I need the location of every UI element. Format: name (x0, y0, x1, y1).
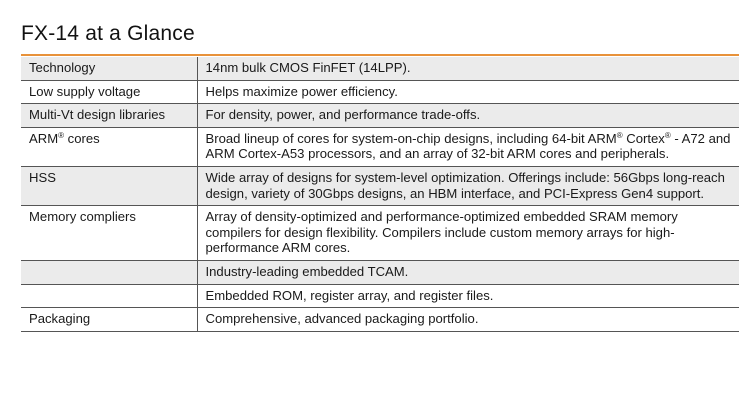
table-row-arm-cores (21, 127, 739, 166)
row-label: Memory compliers (21, 206, 197, 261)
table-row-technology (21, 57, 739, 80)
row-description: Helps maximize power efficiency. (197, 80, 739, 104)
table-row-multi-vt (21, 104, 739, 128)
registered-mark: ® (664, 130, 671, 140)
row-label (21, 284, 197, 308)
row-label (21, 260, 197, 284)
label-text: ARM (29, 130, 59, 146)
registered-mark: ® (616, 130, 623, 140)
row-label: Packaging (21, 308, 197, 332)
desc-text: Broad lineup of cores for system-on-chip designs, including 64-bit ARM (205, 130, 617, 146)
table-row-memory-compilers (21, 206, 739, 261)
row-label: HSS (21, 166, 197, 205)
row-description: For density, power, and performance trade-offs. (197, 104, 739, 128)
registered-mark: ® (58, 130, 65, 140)
row-label: Low supply voltage (21, 80, 197, 104)
page-title: FX-14 at a Glance (21, 22, 195, 45)
row-description: Embedded ROM, register array, and register files. (197, 284, 739, 308)
desc-text: Cortex (622, 130, 665, 146)
table-row-tcam (21, 260, 739, 284)
desc-text: - A72 and ARM Cortex-A53 processors, and an array of 32-bit ARM cores and peripherals. (205, 130, 731, 162)
row-label: Technology (21, 57, 197, 80)
row-description: Comprehensive, advanced packaging portfolio. (197, 308, 739, 332)
accent-divider (21, 54, 739, 56)
row-label (21, 127, 197, 166)
table-row-low-supply-voltage (21, 80, 739, 104)
table-row-rom (21, 284, 739, 308)
glance-table (21, 57, 739, 332)
table-row-hss (21, 166, 739, 205)
label-text: cores (64, 130, 100, 146)
row-description (197, 127, 739, 166)
row-description: 14nm bulk CMOS FinFET (14LPP). (197, 57, 739, 80)
row-description: Wide array of designs for system-level optimization. Offerings include: 56Gbps long-reach design, variety of 30Gbps designs, an HBM interface, and PCI-Express Gen4 support. (197, 166, 739, 205)
row-label: Multi-Vt design libraries (21, 104, 197, 128)
row-description: Array of density-optimized and performance-optimized embedded SRAM memory compilers for design flexibility. Compilers include custom memory arrays for high-performance ARM cores. (197, 206, 739, 261)
table-row-packaging (21, 308, 739, 332)
row-description: Industry-leading embedded TCAM. (197, 260, 739, 284)
